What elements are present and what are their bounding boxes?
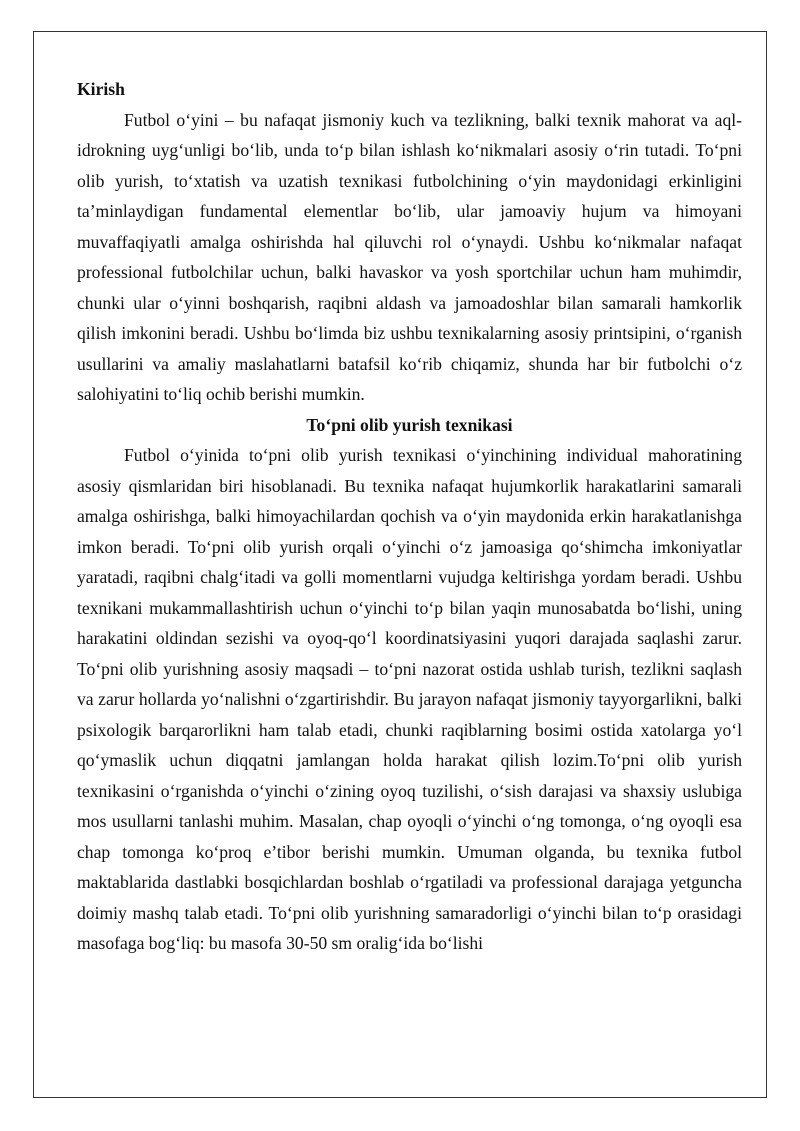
section-heading: To‘pni olib yurish texnikasi xyxy=(306,414,513,435)
intro-heading: Kirish xyxy=(77,79,125,99)
intro-paragraph: Futbol o‘yini – bu nafaqat jismoniy kuch va tezlikning, balki texnik mahorat va aql-idrokning uyg‘unligi bo‘lib, unda to‘p bilan ishlash ko‘nikmalari asosiy o‘rin tutadi. To‘pni olib yurish, to‘xtatish va uzatish texnikasi futbolchining o‘yin maydonidagi erkinligini ta’minlaydigan fundamental elementlar bo‘lib, ular jamoaviy hujum va himoyani muvaffaqiyatli amalga oshirishda hal qiluvchi rol o‘ynaydi. Ushbu ko‘nikmalar nafaqat professional futbolchilar uchun, balki havaskor va yosh sportchilar uchun ham muhimdir, chunki ular o‘yinni boshqarish, raqibni aldash va jamoadoshlar bilan samarali hamkorlik qilish imkonini beradi. Ushbu bo‘limda biz ushbu texnikalarning asosiy printsipini, o‘rganish usullarini va amaliy maslahatlarni batafsil ko‘rib chiqamiz, shunda har bir futbolchi o‘z salohiyatini to‘liq ochib berishi mumkin. xyxy=(77,109,742,404)
document-body xyxy=(77,74,742,959)
section-paragraph: Futbol o‘yinida to‘pni olib yurish texnikasi o‘yinchining individual mahoratining asosiy qismlaridan biri hisoblanadi. Bu texnika nafaqat hujumkorlik harakatlarini samarali amalga oshirishga, balki himoyachilardan qochish va o‘yin maydonida erkin harakatlanishga imkon beradi. To‘pni olib yurish orqali o‘yinchi o‘z jamoasiga qo‘shimcha imkoniyatlar yaratadi, raqibni chalg‘itadi va golli momentlarni vujudga keltirishga yordam beradi. Ushbu texnikani mukammallashtirish uchun o‘yinchi to‘p bilan yaqin munosabatda bo‘lishi, uning harakatini oldindan sezishi va oyoq-qo‘l koordinatsiyasini yuqori darajada saqlashi zarur. To‘pni olib yurishning asosiy maqsadi – to‘pni nazorat ostida ushlab turish, tezlikni saqlash va zarur hollarda yo‘nalishni o‘zgartirishdir. Bu jarayon nafaqat jismoniy tayyorgarlikni, balki psixologik barqarorlikni ham talab etadi, chunki raqiblarning bosimi ostida xatolarga yo‘l qo‘ymaslik uchun diqqatni jamlangan holda harakat qilish lozim.To‘pni olib yurish texnikasini o‘rganishda o‘yinchi o‘zining oyoq tuzilishi, o‘sish darajasi va shaxsiy uslubiga mos usullarni tanlashi muhim. Masalan, chap oyoqli o‘yinchi o‘ng tomonga, o‘ng oyoqli esa chap tomonga ko‘proq e’tibor berishi mumkin. Umuman olganda, bu texnika futbol maktablarida dastlabki bosqichlardan boshlab o‘rgatiladi va professional darajaga yetguncha doimiy mashq talab etadi. To‘pni olib yurishning samaradorligi o‘yinchi bilan to‘p orasidagi masofaga bog‘liq: bu masofa 30-50 sm oralig‘ida bo‘lishi xyxy=(77,445,742,953)
